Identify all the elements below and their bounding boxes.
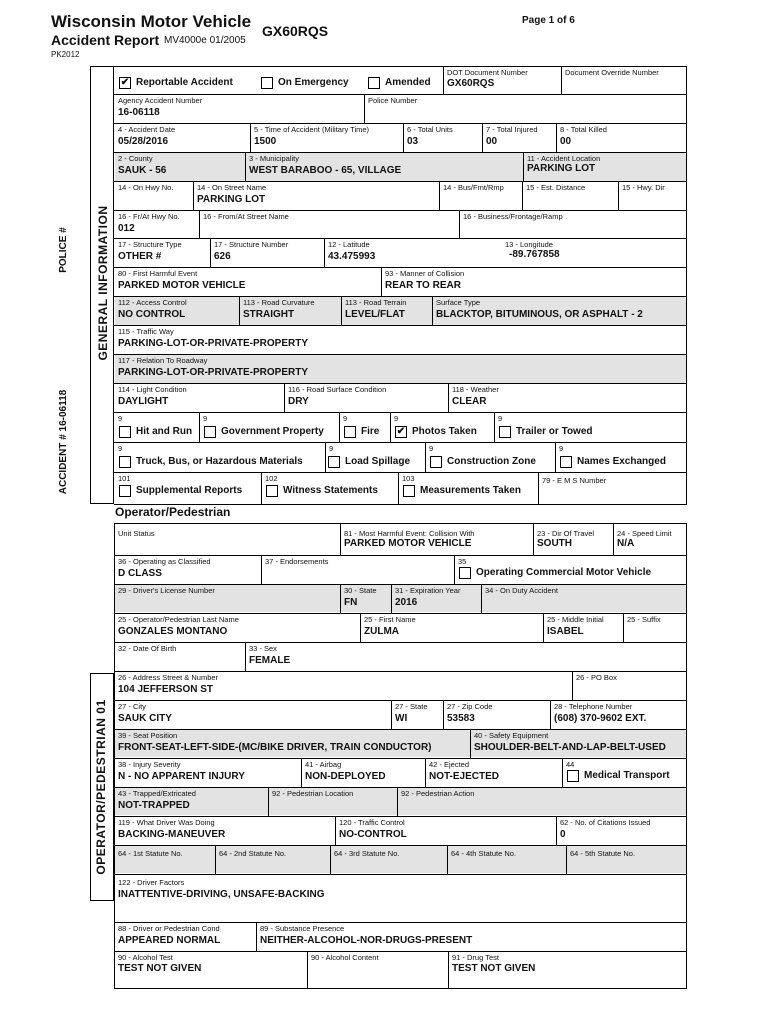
general-info-section-label: GENERAL INFORMATION	[96, 205, 110, 361]
alcohol-test-label: 90 - Alcohol Test	[118, 953, 173, 962]
road-terrain-label: 113 - Road Terrain	[345, 298, 407, 307]
access-control: NO CONTROL	[118, 309, 186, 320]
drug-test: TEST NOT GIVEN	[452, 963, 536, 974]
supplemental-reports-label: Supplemental Reports	[136, 485, 243, 496]
police-number-label: Police Number	[368, 96, 418, 105]
seat-position-label: 39 - Seat Position	[118, 731, 178, 740]
field-number: 35	[458, 557, 467, 566]
est-distance-label: 15 - Est. Distance	[526, 183, 586, 192]
statute-4-label: 64 - 4th Statute No.	[451, 849, 517, 858]
first-name: ZULMA	[364, 626, 399, 637]
surface-type-label: Surface Type	[436, 298, 481, 307]
first-name-label: 25 - First Name	[364, 615, 416, 624]
road-curvature: STRAIGHT	[243, 309, 295, 320]
fire-label: Fire	[361, 426, 380, 437]
medical-transport-checkbox[interactable]	[567, 770, 579, 782]
state-label: 27 - State	[395, 702, 428, 711]
traffic-control-label: 120 - Traffic Control	[339, 818, 405, 827]
traffic-way-label: 115 - Traffic Way	[118, 327, 174, 336]
override-number-label: Document Override Number	[565, 68, 659, 77]
field-number: 9	[203, 414, 208, 423]
form-title: Wisconsin Motor Vehicle	[51, 12, 252, 31]
endorsements-label: 37 - Endorsements	[265, 557, 329, 566]
relation-to-roadway: PARKING-LOT-OR-PRIVATE-PROPERTY	[118, 367, 308, 378]
state: WI	[395, 713, 408, 724]
access-control-label: 112 - Access Control	[118, 298, 187, 307]
surface-type: BLACKTOP, BITUMINOUS, OR ASPHALT - 2	[436, 309, 643, 320]
municipality: WEST BARABOO - 65, VILLAGE	[249, 165, 402, 176]
on-hwy-label: 14 - On Hwy No.	[118, 183, 174, 192]
operating-class-label: 36 - Operating as Classified	[118, 557, 211, 566]
police-number-side-label: POLICE #	[58, 227, 69, 273]
statute-3-label: 64 - 3rd Statute No.	[334, 849, 400, 858]
from-at-hwy-label: 16 - Fr/At Hwy No.	[118, 212, 180, 221]
medical-transport-label: Medical Transport	[584, 770, 670, 781]
field-number: 9	[118, 414, 123, 423]
airbag: NON-DEPLOYED	[305, 771, 386, 782]
most-harmful-event: PARKED MOTOR VEHICLE	[344, 538, 472, 549]
accident-date: 05/28/2016	[118, 136, 169, 147]
citations: 0	[560, 829, 566, 840]
commercial-vehicle-label: Operating Commercial Motor Vehicle	[476, 567, 652, 578]
field-number: 44	[566, 760, 575, 769]
injury-severity-label: 38 - Injury Severity	[118, 760, 181, 769]
structure-number-label: 17 - Structure Number	[214, 240, 289, 249]
light-condition: DAYLIGHT	[118, 396, 169, 407]
traffic-way: PARKING-LOT-OR-PRIVATE-PROPERTY	[118, 338, 308, 349]
field-number: 9	[394, 414, 399, 423]
license-state: FN	[344, 597, 358, 608]
dir-travel-label: 23 - Dir Of Travel	[537, 529, 595, 538]
ped-action-label: 92 - Pedestrian Action	[401, 789, 475, 798]
field-number: 9	[118, 444, 123, 453]
business-frontage-label: 16 - Business/Frontage/Ramp	[463, 212, 563, 221]
measurements-taken-label: Measurements Taken	[420, 485, 521, 496]
on-street-label: 14 - On Street Name	[197, 183, 267, 192]
ejected: NOT-EJECTED	[429, 771, 500, 782]
structure-type: OTHER #	[118, 251, 162, 262]
road-terrain: LEVEL/FLAT	[345, 309, 405, 320]
field-number: 9	[498, 414, 503, 423]
amended-label: Amended	[385, 77, 431, 88]
operator-section-label: OPERATOR/PEDESTRIAN 01	[94, 699, 108, 875]
road-surface: DRY	[288, 396, 309, 407]
driver-condition: APPEARED NORMAL	[118, 935, 221, 946]
total-units-label: 6 - Total Units	[407, 125, 453, 134]
last-name-label: 25 - Operator/Pedestrian Last Name	[118, 615, 239, 624]
accident-time-label: 5 - Time of Accident (Military Time)	[254, 125, 370, 134]
field-number: 9	[343, 414, 348, 423]
expiration-year-label: 31 - Expiration Year	[395, 586, 461, 595]
statute-1-label: 64 - 1st Statute No.	[118, 849, 183, 858]
safety-equipment: SHOULDER-BELT-AND-LAP-BELT-USED	[474, 742, 666, 753]
total-injured: 00	[486, 136, 498, 147]
most-harmful-event-label: 81 - Most Harmful Event: Collision With	[344, 529, 475, 538]
first-harmful-event-label: 80 - First Harmful Event	[118, 269, 198, 278]
agency-number-label: Agency Accident Number	[118, 96, 203, 105]
trailer-towed-label: Trailer or Towed	[516, 426, 593, 437]
page-indicator: Page 1 of 6	[522, 15, 575, 26]
relation-to-roadway-label: 117 - Relation To Roadway	[118, 356, 208, 365]
trapped: NOT-TRAPPED	[118, 800, 190, 811]
on-duty-label: 34 - On Duty Accident	[485, 586, 558, 595]
light-condition-label: 114 - Light Condition	[118, 385, 187, 394]
photos-taken-checkbox[interactable]: ✔	[396, 426, 406, 437]
pk-code: PK2012	[51, 50, 80, 59]
trailer-towed-checkbox[interactable]	[499, 426, 511, 438]
total-units: 03	[407, 136, 419, 147]
speed-limit-label: 24 - Speed Limit	[617, 529, 672, 538]
bus-fmt-rmp-label: 14 - Bus/Fmt/Rmp	[443, 183, 504, 192]
field-number: 9	[329, 444, 334, 453]
sex: FEMALE	[249, 655, 291, 666]
construction-zone-label: Construction Zone	[447, 456, 536, 467]
witness-statements-label: Witness Statements	[283, 485, 378, 496]
total-injured-label: 7 - Total Injured	[486, 125, 538, 134]
driver-condition-label: 88 - Driver or Pedestrian Cond	[118, 924, 220, 933]
seat-position: FRONT-SEAT-LEFT-SIDE-(MC/BIKE DRIVER, TRAIN CONDUCTOR)	[118, 742, 432, 753]
substance-presence-label: 89 - Substance Presence	[260, 924, 345, 933]
middle-initial-label: 25 - Middle Initial	[547, 615, 604, 624]
address-label: 26 - Address Street & Number	[118, 673, 219, 682]
document-id: GX60RQS	[262, 23, 329, 39]
dob-label: 32 - Date Of Birth	[118, 644, 177, 653]
on-emergency-checkbox[interactable]	[261, 77, 273, 89]
county: SAUK - 56	[118, 165, 167, 176]
address: 104 JEFFERSON ST	[118, 684, 214, 695]
government-property-label: Government Property	[221, 426, 324, 437]
hit-and-run-label: Hit and Run	[136, 426, 193, 437]
expiration-year: 2016	[395, 597, 418, 608]
accident-time: 1500	[254, 136, 277, 147]
reportable-accident-label: Reportable Accident	[136, 77, 233, 88]
truck-bus-hazmat-label: Truck, Bus, or Hazardous Materials	[136, 456, 303, 467]
field-number: 102	[265, 474, 278, 483]
load-spillage-label: Load Spillage	[345, 456, 411, 467]
witness-statements-checkbox[interactable]	[266, 485, 278, 497]
fire-checkbox[interactable]	[344, 426, 356, 438]
field-number: 9	[559, 444, 564, 453]
substance-presence: NEITHER-ALCOHOL-NOR-DRUGS-PRESENT	[260, 935, 473, 946]
on-street: PARKING LOT	[197, 194, 266, 205]
latitude: 43.475993	[328, 251, 376, 262]
names-exchanged-label: Names Exchanged	[577, 456, 666, 467]
telephone: (608) 370-9602 EXT.	[554, 713, 647, 724]
driver-doing-label: 119 - What Driver Was Doing	[118, 818, 215, 827]
ejected-label: 42 - Ejected	[429, 760, 470, 769]
alcohol-content-label: 90 - Alcohol Content	[311, 953, 379, 962]
city-label: 27 - City	[118, 702, 146, 711]
telephone-label: 28 - Telephone Number	[554, 702, 633, 711]
po-box-label: 26 - PO Box	[576, 673, 617, 682]
driver-factors: INATTENTIVE-DRIVING, UNSAFE-BACKING	[118, 889, 325, 900]
sex-label: 33 - Sex	[249, 644, 277, 653]
license-state-label: 30 - State	[344, 586, 377, 595]
construction-zone-checkbox[interactable]	[430, 456, 442, 468]
first-harmful-event: PARKED MOTOR VEHICLE	[118, 280, 246, 291]
driver-factors-label: 122 - Driver Factors	[118, 878, 185, 887]
county-label: 2 - County	[118, 154, 153, 163]
drug-test-label: 91 - Drug Test	[452, 953, 499, 962]
accident-number-side-label: ACCIDENT # 16-06118	[58, 389, 69, 495]
total-killed: 00	[560, 136, 572, 147]
weather: CLEAR	[452, 396, 487, 407]
ems-number-label: 79 - E M S Number	[542, 476, 607, 485]
road-surface-label: 116 - Road Surface Condition	[288, 385, 387, 394]
driver-doing: BACKING-MANEUVER	[118, 829, 226, 840]
from-at-hwy: 012	[118, 223, 135, 234]
government-property-checkbox[interactable]	[204, 426, 216, 438]
safety-equipment-label: 40 - Safety Equipment	[474, 731, 549, 740]
field-number: 101	[118, 474, 131, 483]
trapped-label: 43 - Trapped/Extricated	[118, 789, 196, 798]
license-number-label: 29 - Driver's License Number	[118, 586, 215, 595]
supplemental-reports-checkbox[interactable]	[119, 485, 131, 497]
last-name: GONZALES MONTANO	[118, 626, 228, 637]
dot-document-number-label: DOT Document Number	[447, 68, 528, 77]
statute-5-label: 64 - 5th Statute No.	[570, 849, 636, 858]
form-subtitle: Accident Report	[51, 32, 160, 48]
accident-date-label: 4 - Accident Date	[118, 125, 176, 134]
total-killed-label: 8 - Total Killed	[560, 125, 607, 134]
hit-and-run-checkbox[interactable]	[119, 426, 131, 438]
hwy-dir-label: 15 - Hwy. Dir	[622, 183, 665, 192]
manner-of-collision-label: 93 - Manner of Collision	[385, 269, 465, 278]
operating-class: D CLASS	[118, 568, 162, 579]
injury-severity: N - NO APPARENT INJURY	[118, 771, 245, 782]
names-exchanged-checkbox[interactable]	[560, 456, 572, 468]
manner-of-collision: REAR TO REAR	[385, 280, 461, 291]
middle-initial: ISABEL	[547, 626, 584, 637]
unit-status-label: Unit Status	[118, 529, 155, 538]
truck-bus-hazmat-checkbox[interactable]	[119, 456, 131, 468]
zip-code: 53583	[447, 713, 475, 724]
speed-limit: N/A	[617, 538, 635, 549]
zip-code-label: 27 - Zip Code	[447, 702, 493, 711]
suffix-label: 25 - Suffix	[627, 615, 661, 624]
municipality-label: 3 - Municipality	[249, 154, 300, 163]
on-emergency-label: On Emergency	[278, 77, 349, 88]
commercial-vehicle-checkbox[interactable]	[459, 567, 471, 579]
measurements-taken-checkbox[interactable]	[403, 485, 415, 497]
load-spillage-checkbox[interactable]	[328, 456, 340, 468]
road-curvature-label: 113 - Road Curvature	[243, 298, 315, 307]
dir-travel: SOUTH	[537, 538, 572, 549]
accident-location-label: 11 - Accident Location	[527, 154, 601, 163]
weather-label: 118 - Weather	[452, 385, 499, 394]
longitude: -89.767858	[509, 249, 560, 260]
field-number: 103	[402, 474, 415, 483]
photos-taken-label: Photos Taken	[412, 426, 477, 437]
traffic-control: NO-CONTROL	[339, 829, 407, 840]
airbag-label: 41 - Airbag	[305, 760, 342, 769]
city: SAUK CITY	[118, 713, 172, 724]
ped-location-label: 92 - Pedestrian Location	[272, 789, 354, 798]
latitude-label: 12 - Latitude	[328, 240, 370, 249]
agency-number: 16-06118	[118, 107, 160, 118]
form-number: MV4000e 01/2005	[164, 35, 246, 46]
reportable-accident-checkbox[interactable]: ✔	[120, 77, 130, 88]
from-at-street-label: 16 - From/At Street Name	[203, 212, 289, 221]
accident-location: PARKING LOT	[527, 163, 596, 174]
dot-document-number: GX60RQS	[447, 78, 495, 89]
amended-checkbox[interactable]	[368, 77, 380, 89]
alcohol-test: TEST NOT GIVEN	[118, 963, 202, 974]
structure-number: 626	[214, 251, 231, 262]
citations-label: 62 - No. of Citations Issued	[560, 818, 651, 827]
operator-section-title: Operator/Pedestrian	[115, 505, 231, 519]
statute-2-label: 64 - 2nd Statute No.	[219, 849, 287, 858]
longitude-label: 13 - Longitude	[505, 240, 553, 249]
field-number: 9	[429, 444, 434, 453]
structure-type-label: 17 - Structure Type	[118, 240, 182, 249]
